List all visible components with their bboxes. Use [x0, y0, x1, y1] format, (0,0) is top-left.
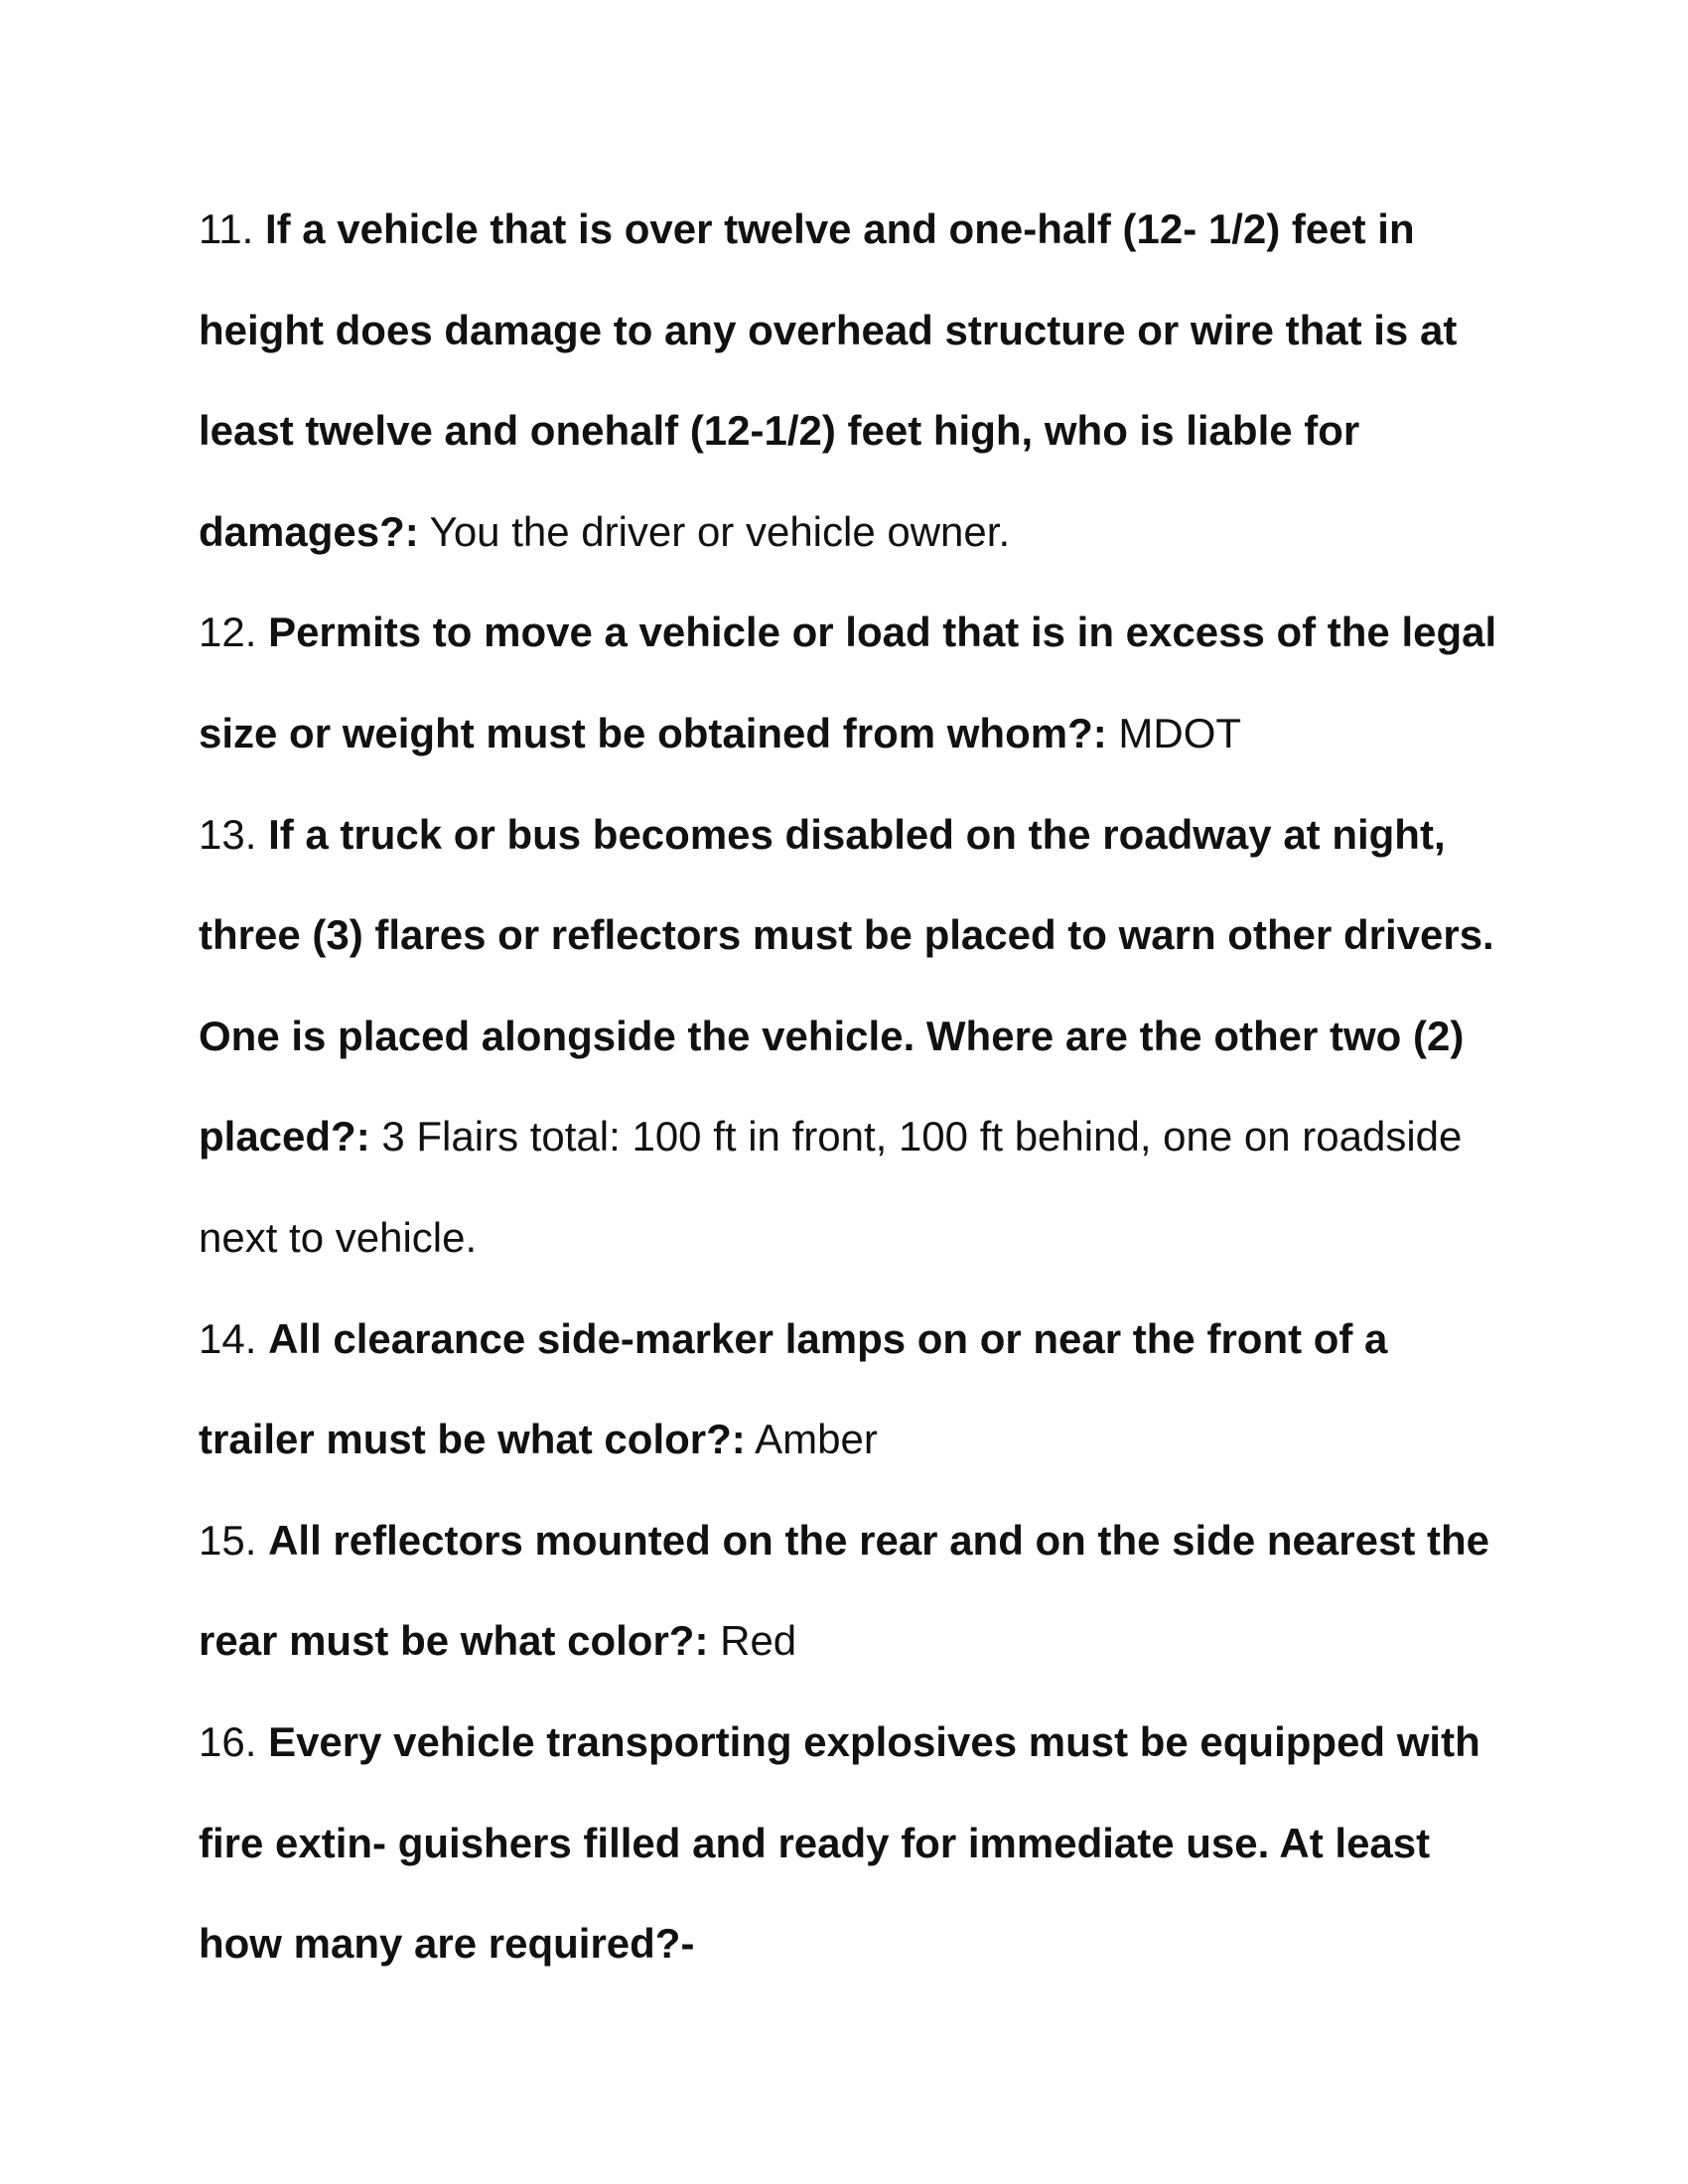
- answer-text: MDOT: [1118, 709, 1242, 756]
- item-number: 14.: [199, 1314, 257, 1362]
- item-number: 13.: [199, 810, 257, 858]
- answer-text: Red: [720, 1617, 797, 1665]
- item-number: 12.: [199, 609, 257, 656]
- question-text: All reflectors mounted on the rear and on the side nearest the rear must be what color?:: [199, 1516, 1489, 1665]
- qa-item-16: [199, 1692, 1509, 1994]
- question-text: If a vehicle that is over twelve and one-half (12- 1/2) feet in height does damage to any overhead structure or wire that is at least twelve and onehalf (12-1/2) feet high, who is liable for damages?:: [199, 205, 1458, 555]
- qa-item-11: [199, 179, 1509, 582]
- question-text: Every vehicle transporting explosives must be equipped with fire extin- guishers filled and ready for immediate use. At least how many are required?-: [199, 1717, 1480, 1968]
- answer-text: 3 Flairs total: 100 ft in front, 100 ft behind, one on roadside next to vehicle.: [199, 1113, 1463, 1261]
- item-number: 11.: [199, 205, 254, 252]
- answer-text: You the driver or vehicle owner.: [429, 507, 1011, 555]
- question-text: All clearance side-marker lamps on or near the front of a trailer must be what color?:: [199, 1314, 1388, 1463]
- question-text: Permits to move a vehicle or load that is in excess of the legal size or weight must be obtained from whom?:: [199, 609, 1497, 756]
- item-number: 15.: [199, 1516, 257, 1564]
- qa-item-15: [199, 1490, 1509, 1692]
- qa-item-13: [199, 784, 1509, 1289]
- answer-text: Amber: [755, 1416, 878, 1463]
- question-text: If a truck or bus becomes disabled on the roadway at night, three (3) flares or reflectors must be placed to warn other drivers. One is placed alongside the vehicle. Where are the other two (2) placed?:: [199, 810, 1494, 1160]
- document-page: [199, 179, 1509, 1994]
- qa-item-14: [199, 1289, 1509, 1490]
- item-number: 16.: [199, 1717, 257, 1765]
- qa-item-12: [199, 582, 1509, 783]
